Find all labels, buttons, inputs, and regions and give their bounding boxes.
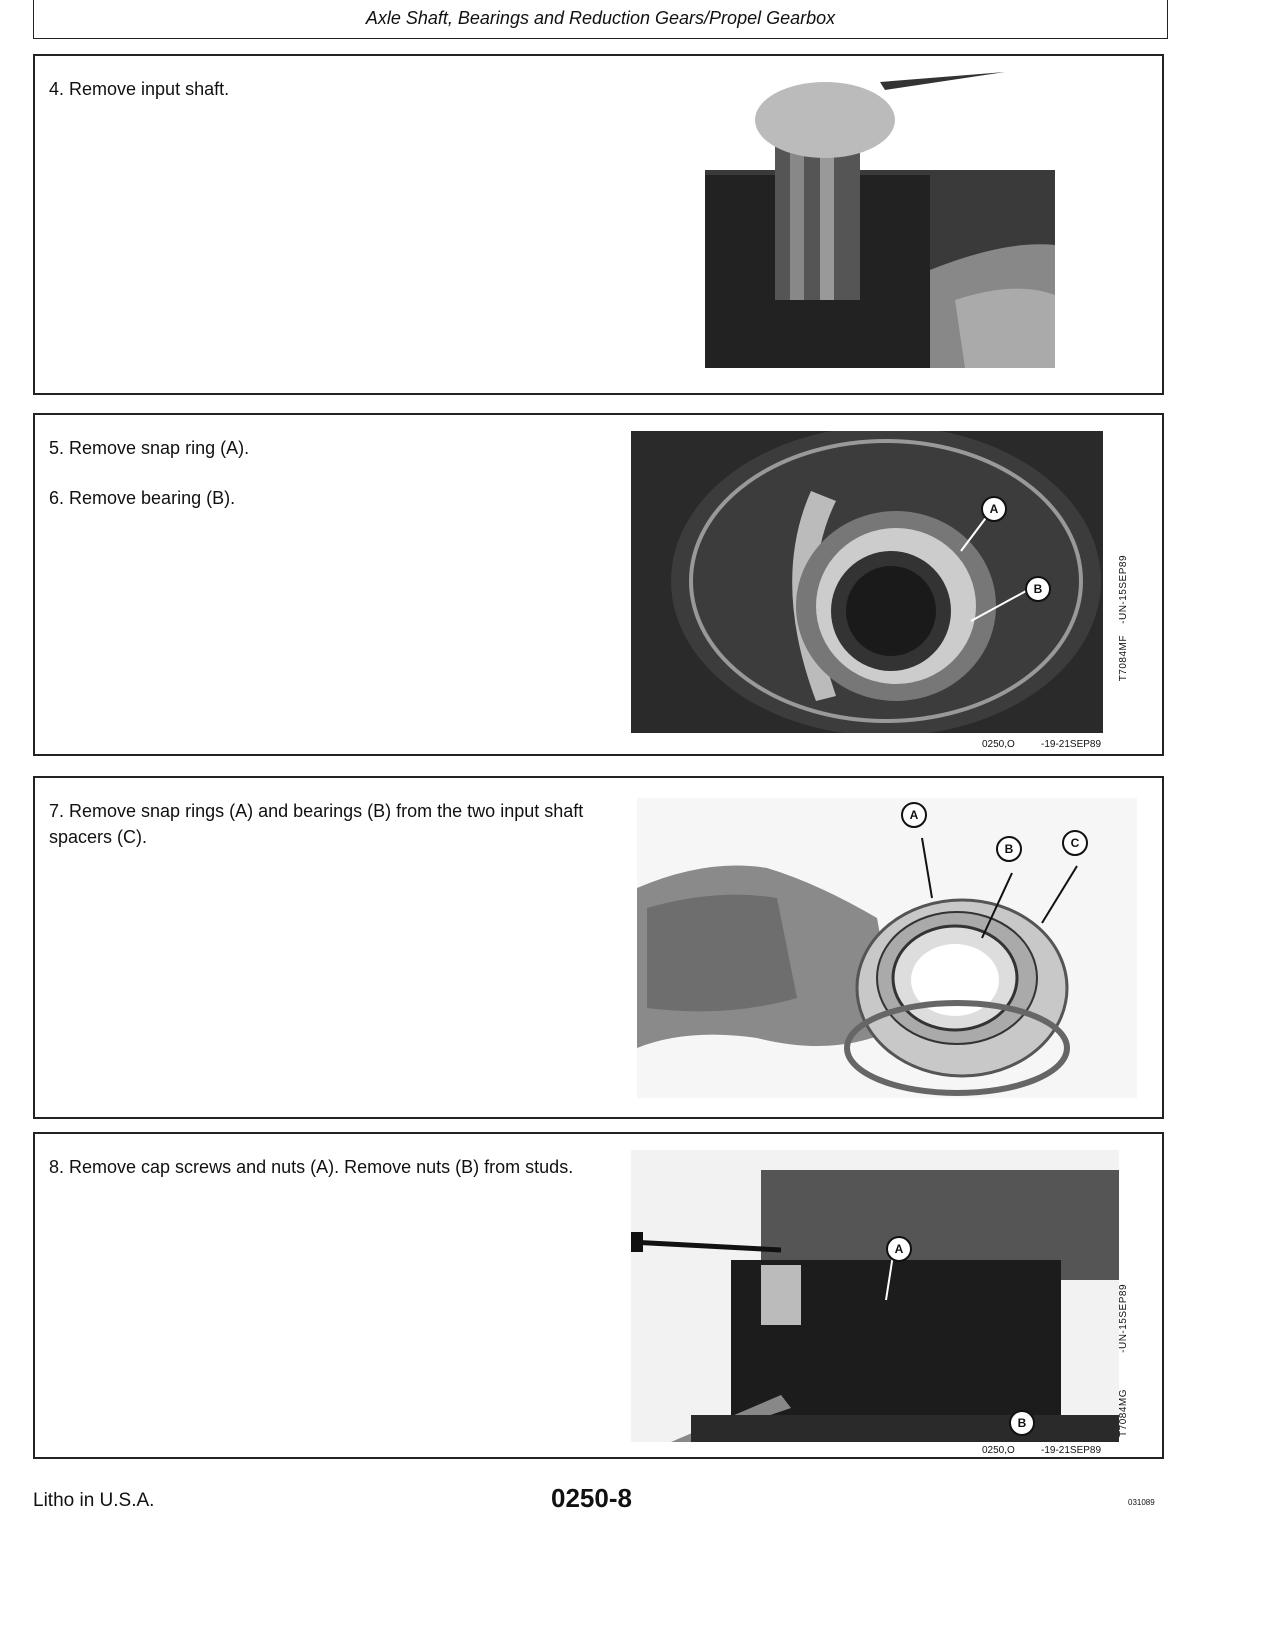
image-date: -UN-15SEP89	[1118, 1284, 1129, 1353]
photo-input-shaft	[705, 70, 1055, 368]
code-right: -19-21SEP89	[1041, 1445, 1102, 1456]
step-text	[49, 798, 609, 874]
callout-b: B	[996, 836, 1022, 862]
footer-code: 031089	[1128, 1498, 1155, 1507]
callout-a: A	[981, 496, 1007, 522]
image-id: T7084MF	[1118, 635, 1129, 682]
step-panel-4	[33, 54, 1164, 395]
step-6-text: 6. Remove bearing (B).	[49, 488, 236, 508]
image-id: T7084MG	[1118, 1389, 1129, 1437]
callout-c: C	[1062, 830, 1088, 856]
step-panel-8	[33, 1132, 1164, 1459]
callout-a: A	[886, 1236, 912, 1262]
page-header	[33, 0, 1168, 39]
callout-b: B	[1009, 1410, 1035, 1436]
step-text	[49, 1154, 589, 1204]
callout-a: A	[901, 802, 927, 828]
step-panel-5-6	[33, 413, 1164, 756]
code-right: -19-21SEP89	[1041, 739, 1102, 750]
photo-gearbox-housing	[631, 1150, 1119, 1442]
code-left: 0250,O	[982, 739, 1015, 750]
header-title: Axle Shaft, Bearings and Reduction Gears/Propel Gearbox	[365, 8, 836, 28]
step-8-text: 8. Remove cap screws and nuts (A). Remove nuts (B) from studs.	[49, 1157, 574, 1177]
step-text	[49, 435, 249, 535]
code-left: 0250,O	[982, 1445, 1015, 1456]
step-5-text: 5. Remove snap ring (A).	[49, 438, 250, 458]
step-text	[49, 76, 229, 126]
photo-snap-ring-bearing	[631, 431, 1103, 733]
step-7-text: 7. Remove snap rings (A) and bearings (B) from the two input shaft spacers (C).	[49, 801, 584, 847]
step-panel-7	[33, 776, 1164, 1119]
photo-spacer-bearing	[637, 798, 1137, 1098]
callout-b: B	[1025, 576, 1051, 602]
image-date: -UN-15SEP89	[1118, 555, 1129, 624]
page-number: 0250-8	[551, 1483, 632, 1513]
footer-litho: Litho in U.S.A.	[33, 1490, 155, 1511]
step-4-text: 4. Remove input shaft.	[49, 79, 230, 99]
